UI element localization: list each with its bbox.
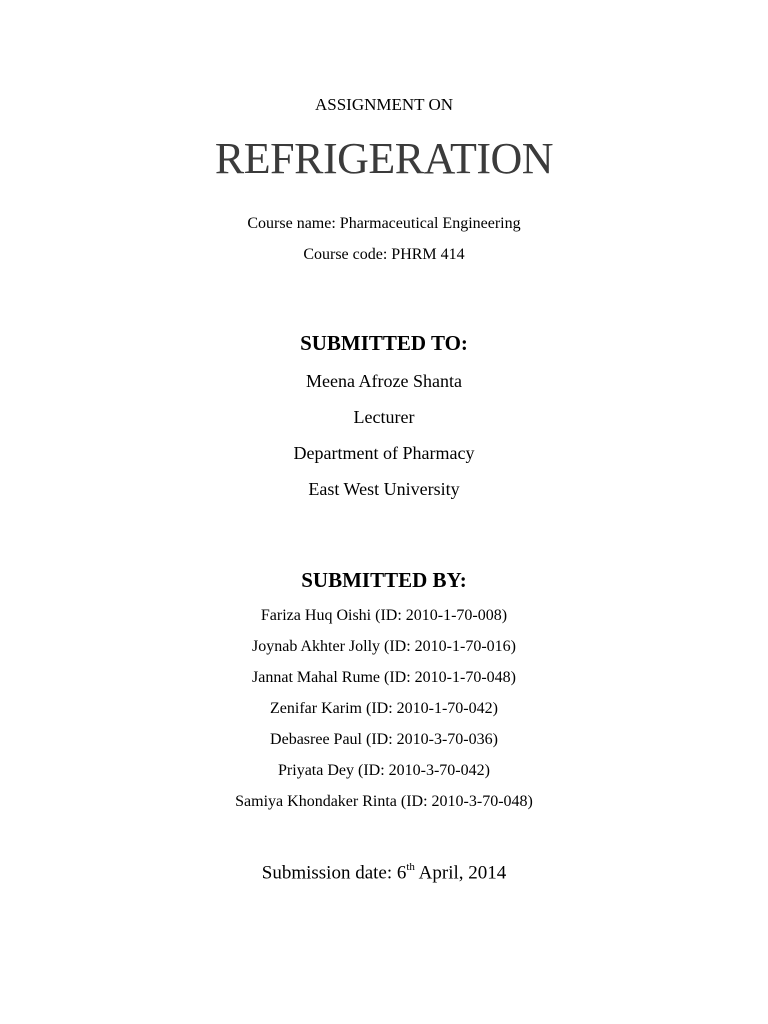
member-item: Fariza Huq Oishi (ID: 2010-1-70-008) [260,607,508,624]
submitted-to-university: East West University [308,479,460,499]
submitted-to-name: Meena Afroze Shanta [306,371,462,391]
submitted-to-designation: Lecturer [353,407,415,427]
course-code: Course code: PHRM 414 [303,246,465,263]
submitted-by-heading: SUBMITTED BY: [301,568,467,592]
submission-date-label: Submission date: 6 [261,862,407,884]
member-item: Samiya Khondaker Rinta (ID: 2010-3-70-048) [235,793,533,810]
member-item: Zenifar Karim (ID: 2010-1-70-042) [270,700,498,717]
submitted-to-department: Department of Pharmacy [293,443,475,463]
member-item: Jannat Mahal Rume (ID: 2010-1-70-048) [252,669,516,686]
submission-date-ordinal: th [406,861,415,873]
submitted-to-heading: SUBMITTED TO: [300,331,468,355]
submission-date [0,863,768,882]
assignment-pretitle: ASSIGNMENT ON [314,95,454,114]
member-item: Priyata Dey (ID: 2010-3-70-042) [278,762,490,779]
submission-date-rest: April, 2014 [414,862,507,884]
member-item: Joynab Akhter Jolly (ID: 2010-1-70-016) [252,638,516,655]
course-name: Course name: Pharmaceutical Engineering [247,215,521,232]
member-item: Debasree Paul (ID: 2010-3-70-036) [270,731,498,748]
document-title: REFRIGERATION [214,134,554,183]
